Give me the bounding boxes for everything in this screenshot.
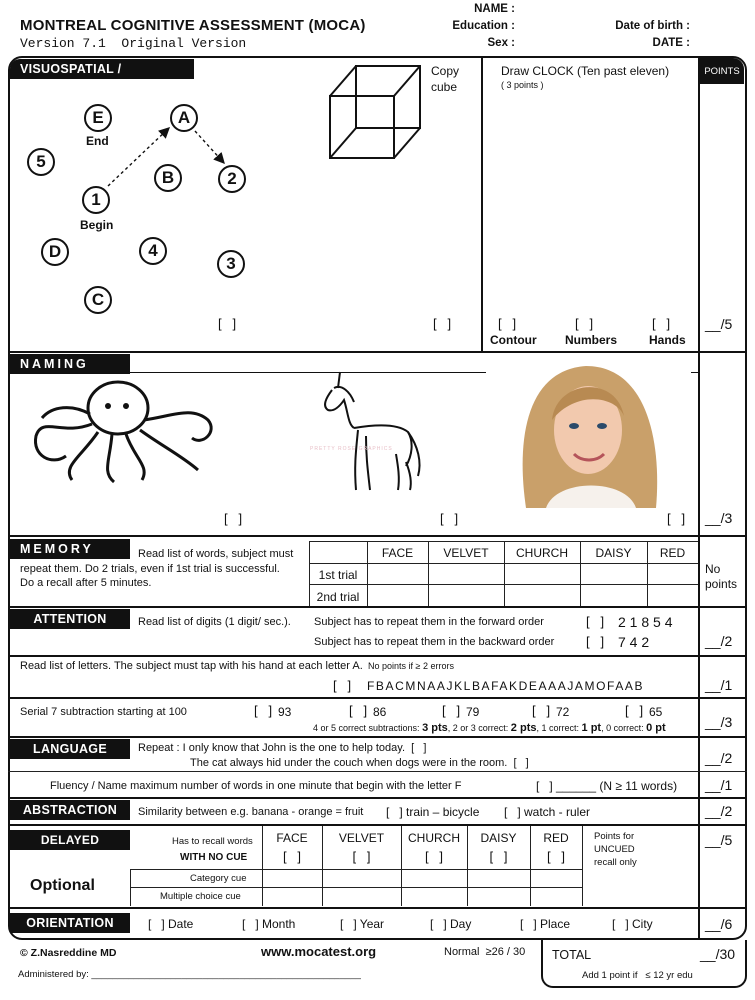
- total-score[interactable]: __/30: [700, 946, 736, 962]
- name-label: NAME :: [474, 3, 515, 15]
- memory-word-velvet: VELVET: [443, 546, 489, 560]
- naming-title: NAMING: [10, 354, 130, 374]
- fluency-box[interactable]: [ ] ______ (N ≥ 11 words): [536, 779, 678, 793]
- recall-checkbox-face[interactable]: [ ]: [282, 849, 302, 864]
- memory-word-face: FACE: [381, 546, 414, 560]
- trail-arrow-a-2: [195, 131, 224, 163]
- serial-rule-d: 2 pts: [510, 722, 537, 734]
- divider-abstraction: [8, 797, 747, 799]
- total-label: TOTAL: [552, 948, 592, 962]
- visuospatial-score[interactable]: __/5: [705, 316, 733, 332]
- clock-points: ( 3 points ): [501, 80, 544, 90]
- language-title: LANGUAGE: [10, 739, 130, 759]
- serial-checkbox-1[interactable]: [ ]: [254, 703, 273, 718]
- points-header-text: POINTS: [704, 66, 740, 77]
- trail-begin-label: Begin: [80, 218, 114, 232]
- naming-watermark: PRETTY ROSE GRAPHICS: [310, 446, 393, 452]
- normal-range: Normal ≥26 / 30: [444, 946, 526, 958]
- abstraction-item-1[interactable]: [ ] train – bicycle: [386, 805, 480, 819]
- form-version: Version 7.1 Original Version: [20, 36, 247, 51]
- copyright: © Z.Nasreddine MD: [20, 947, 117, 959]
- serial-value-65: 65: [649, 705, 663, 719]
- recall-checkbox-red[interactable]: [ ]: [546, 849, 566, 864]
- serial-rule: [313, 722, 666, 734]
- serial-rule-c: , 2 or 3 correct:: [447, 723, 509, 733]
- serial-value-93: 93: [278, 705, 292, 719]
- uncued: UNCUED: [594, 844, 635, 855]
- category-cue: Category cue: [190, 873, 247, 884]
- octopus-drawing-icon: [22, 376, 222, 486]
- memory-word-daisy: DAISY: [595, 546, 632, 560]
- orientation-date[interactable]: [ ] Date: [148, 917, 194, 931]
- fluency-score[interactable]: __/1: [705, 777, 733, 793]
- form-title: MONTREAL COGNITIVE ASSESSMENT (MOCA): [20, 17, 366, 34]
- divider-language: [8, 736, 747, 738]
- recall-word-daisy: DAISY: [480, 831, 517, 845]
- multiple-choice-cue: Multiple choice cue: [160, 891, 241, 902]
- memory-title: MEMORY: [10, 539, 130, 559]
- orientation-place[interactable]: [ ] Place: [520, 917, 571, 931]
- backward-checkbox[interactable]: [ ]: [586, 634, 605, 649]
- memory-no-points-1: No: [705, 562, 721, 576]
- forward-checkbox[interactable]: [ ]: [586, 614, 605, 629]
- naming-checkbox-1[interactable]: [ ]: [224, 511, 243, 526]
- divider-orientation: [8, 907, 747, 909]
- trail-node-2[interactable]: 2: [218, 165, 246, 193]
- visuospatial-title: VISUOSPATIAL / EXECUTIVE: [10, 59, 194, 79]
- clock-label: Draw CLOCK (Ten past eleven): [501, 64, 670, 78]
- trail-node-a[interactable]: A: [170, 104, 198, 132]
- memory-trial-2: 2nd trial: [316, 590, 360, 604]
- serial-checkbox-5[interactable]: [ ]: [625, 703, 644, 718]
- abstraction-example: Similarity between e.g. banana - orange = fruit: [138, 806, 364, 818]
- serial-rule-a: 4 or 5 correct subtractions:: [313, 723, 420, 733]
- serial-score[interactable]: __/3: [705, 714, 733, 730]
- recall-checkbox-church[interactable]: [ ]: [424, 849, 444, 864]
- forward-instruction: Subject has to repeat them in the forward order: [314, 616, 544, 628]
- trail-node-1[interactable]: 1: [82, 186, 110, 214]
- divider-attention: [8, 606, 747, 608]
- trail-node-d[interactable]: D: [41, 238, 69, 266]
- letters-no-points: No points if ≥ 2 errors: [368, 661, 454, 671]
- orientation-title: ORIENTATION: [10, 913, 130, 933]
- digits-instruction: Read list of digits (1 digit/ sec.).: [138, 616, 291, 628]
- hands-label: Hands: [649, 333, 686, 347]
- cube-label: Copy cube: [431, 64, 460, 94]
- orientation-city[interactable]: [ ] City: [612, 917, 653, 931]
- repeat-sentence-2: The cat always hid under the couch when dogs were in the room. [ ]: [190, 757, 529, 769]
- serial-value-79: 79: [466, 705, 480, 719]
- points-column-divider: [698, 56, 700, 940]
- letters-sequence: FBACMNAAJKLBAFAKDEAAAJAMOFAAB: [367, 679, 645, 693]
- serial-rule-g: , 0 correct:: [601, 723, 644, 733]
- unicorn-drawing-icon: [318, 366, 428, 496]
- trail-checkbox[interactable]: [ ]: [218, 316, 237, 331]
- cube-drawing: [322, 60, 432, 164]
- memory-instruction-3: Do a recall after 5 minutes.: [20, 577, 152, 589]
- letters-score[interactable]: __/1: [705, 677, 733, 693]
- memory-instruction-2: repeat them. Do 2 trials, even if 1st trial is successful.: [20, 563, 280, 575]
- dob-label: Date of birth :: [615, 20, 690, 32]
- abstraction-score[interactable]: __/2: [705, 803, 733, 819]
- divider-naming: [8, 351, 747, 353]
- sex-label: Sex :: [487, 37, 515, 49]
- date-label: DATE :: [652, 37, 690, 49]
- serial-rule-e: , 1 correct:: [536, 723, 579, 733]
- serial-checkbox-2[interactable]: [ ]: [349, 703, 368, 718]
- clock-divider: [481, 56, 483, 352]
- trail-node-e[interactable]: E: [84, 104, 112, 132]
- serial-checkbox-4[interactable]: [ ]: [532, 703, 551, 718]
- orientation-year[interactable]: [ ] Year: [340, 917, 385, 931]
- orientation-score[interactable]: __/6: [705, 916, 733, 932]
- letters-checkbox[interactable]: [ ]: [333, 678, 352, 693]
- recall-checkbox-daisy[interactable]: [ ]: [489, 849, 508, 864]
- naming-checkbox-3[interactable]: [ ]: [667, 511, 686, 526]
- memory-no-points-2: points: [705, 577, 738, 591]
- contour-label: Contour: [490, 333, 537, 347]
- numbers-checkbox[interactable]: [ ]: [575, 316, 594, 331]
- backward-instruction: Subject has to repeat them in the backward order: [314, 636, 555, 648]
- serial-rule-b: 3 pts: [422, 722, 448, 734]
- backward-digits: 7 4 2: [618, 634, 650, 650]
- attention-title: ATTENTION: [10, 609, 130, 629]
- numbers-label: Numbers: [565, 333, 618, 347]
- serial-rule-f: 1 pt: [581, 722, 602, 734]
- orientation-day[interactable]: [ ] Day: [430, 917, 472, 931]
- memory-word-church: CHURCH: [516, 546, 568, 560]
- trail-node-3[interactable]: 3: [217, 250, 245, 278]
- memory-word-red: RED: [659, 546, 686, 560]
- repeat-score[interactable]: __/2: [705, 750, 733, 766]
- orientation-month[interactable]: [ ] Month: [242, 917, 296, 931]
- add-point-note: Add 1 point if ≤ 12 yr edu: [582, 970, 693, 981]
- recall-word-face: FACE: [276, 831, 308, 845]
- recall-word-velvet: VELVET: [338, 831, 385, 845]
- has-to-recall: Has to recall words: [172, 836, 253, 847]
- naming-score[interactable]: __/3: [705, 510, 733, 526]
- education-label: Education :: [452, 20, 515, 32]
- memory-trial-1: 1st trial: [318, 568, 358, 582]
- recall-only: recall only: [594, 857, 637, 868]
- divider-delayed-recall: [8, 824, 747, 826]
- abstraction-title: ABSTRACTION: [10, 800, 130, 820]
- optional-label: Optional: [30, 877, 95, 894]
- repeat-sentence-1: Repeat : I only know that John is the one to help today. [ ]: [138, 742, 427, 754]
- naming-checkbox-2[interactable]: [ ]: [440, 511, 459, 526]
- with-no-cue: WITH NO CUE: [180, 852, 248, 863]
- serial-value-72: 72: [556, 705, 570, 719]
- delayed-recall-score[interactable]: __/5: [705, 832, 733, 848]
- cube-checkbox[interactable]: [ ]: [433, 316, 452, 331]
- serial-rule-h: 0 pt: [646, 722, 666, 734]
- serial-value-86: 86: [373, 705, 387, 719]
- recall-word-red: RED: [543, 831, 569, 845]
- digits-score[interactable]: __/2: [705, 633, 733, 649]
- portrait-photo: [486, 360, 691, 508]
- letters-instruction: Read list of letters. The subject must tap with his hand at each letter A.: [20, 660, 363, 672]
- points-for: Points for: [594, 831, 635, 842]
- fluency-instruction: Fluency / Name maximum number of words in one minute that begin with the letter F: [50, 780, 462, 792]
- trail-node-4[interactable]: 4: [139, 237, 167, 265]
- trail-end-label: End: [86, 134, 109, 148]
- delayed-recall-title: DELAYED RECALL: [10, 830, 130, 850]
- recall-checkbox-velvet[interactable]: [ ]: [352, 849, 371, 864]
- trail-node-c[interactable]: C: [84, 286, 112, 314]
- administered-by[interactable]: Administered by: ___________________________________________________: [18, 969, 361, 980]
- forward-digits: 2 1 8 5 4: [618, 614, 673, 630]
- trail-node-b[interactable]: B: [154, 164, 182, 192]
- serial-checkbox-3[interactable]: [ ]: [442, 703, 461, 718]
- divider-memory: [8, 535, 747, 537]
- website[interactable]: www.mocatest.org: [261, 944, 377, 959]
- recall-word-church: CHURCH: [408, 831, 460, 845]
- abstraction-item-2[interactable]: [ ] watch - ruler: [504, 805, 591, 819]
- trail-node-5[interactable]: 5: [27, 148, 55, 176]
- hands-checkbox[interactable]: [ ]: [652, 316, 671, 331]
- contour-checkbox[interactable]: [ ]: [498, 316, 517, 331]
- serial-instruction: Serial 7 subtraction starting at 100: [20, 706, 187, 718]
- memory-instruction-1: Read list of words, subject must: [138, 548, 294, 560]
